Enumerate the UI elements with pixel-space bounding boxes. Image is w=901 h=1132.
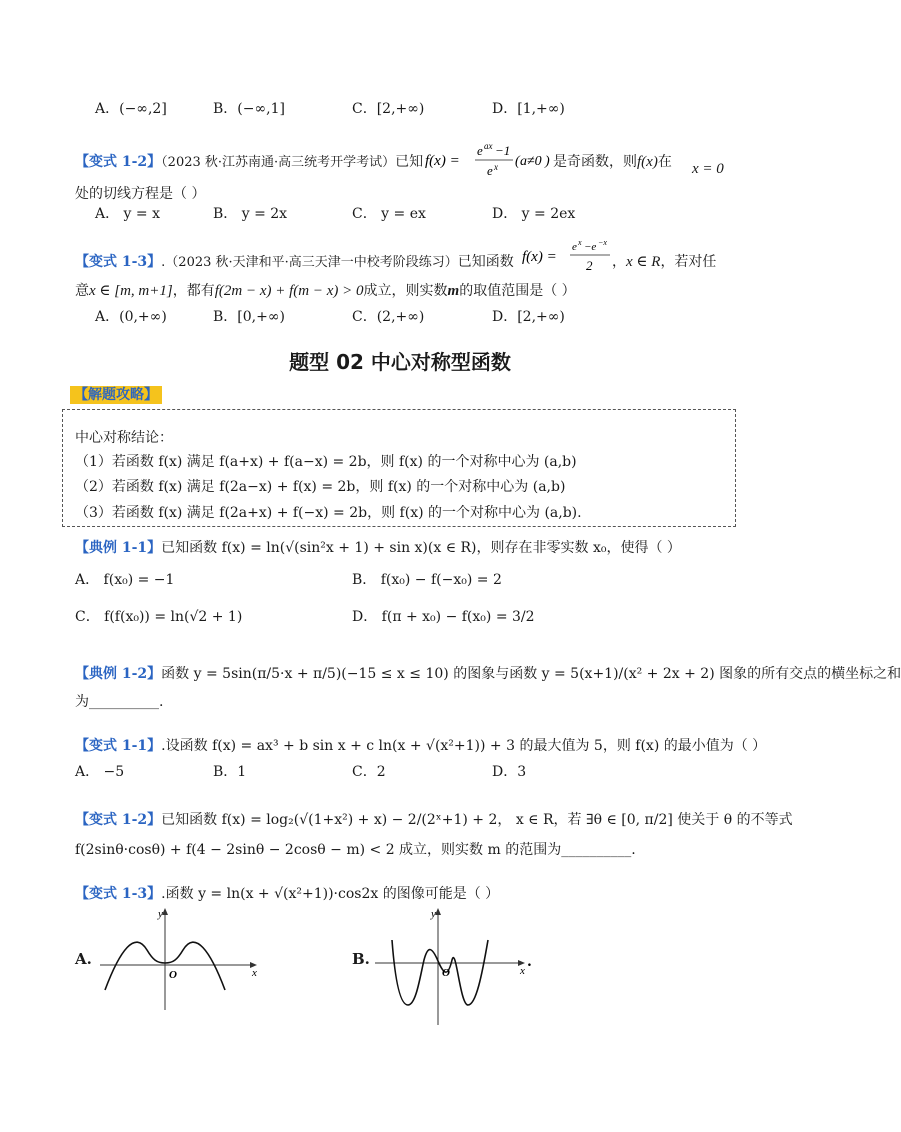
question-v11: [75, 736, 766, 756]
question-text: 已知函数: [457, 254, 514, 270]
text-span: ，都有: [172, 283, 215, 299]
svg-text:−e: −e: [584, 241, 597, 253]
option-c: C． y = ex: [352, 206, 426, 222]
option-a: A． −5: [75, 764, 125, 780]
option-b: B． y = 2x: [213, 206, 288, 222]
question-source: .（2023 秋·天津和平·高三天津一中校考阶段练习）: [161, 255, 458, 270]
svg-text:x: x: [494, 162, 498, 172]
question-text: 已知函数 f(x) = ln(√(sin²x + 1) + sin x)(x ∈ R)，则存在非零实数 x₀，使得（ ）: [161, 540, 681, 556]
math-inequality: f(2m − x) + f(m − x) > 0: [214, 283, 364, 299]
graph-b-dot: .: [528, 953, 532, 970]
option-b: B．[0,+∞): [213, 309, 285, 325]
option-c: C．(2,+∞): [352, 309, 425, 325]
question-text: [612, 252, 716, 272]
text-span: 成立，则实数: [363, 283, 448, 299]
option-c: C．[2,+∞): [352, 101, 425, 117]
formula-svg: [522, 236, 612, 278]
question-source: （2023 秋·江苏南通·高三统考开学考试）: [161, 155, 396, 170]
strategy-heading: 中心对称结论：: [75, 430, 173, 446]
svg-text:−1: −1: [495, 143, 511, 158]
question-v13: [75, 252, 514, 273]
question-text: 处的切线方程是（ ）: [75, 186, 206, 202]
option-b: B．(−∞,1]: [213, 101, 285, 117]
option-a: A． y = x: [95, 206, 160, 222]
text-span: 的取值范围是（ ）: [459, 283, 576, 299]
option-a: A．(−∞,2]: [95, 101, 167, 117]
option-d: D．3: [492, 764, 527, 780]
option-c: C． f(f(x₀)) = ln(√2 + 1): [75, 609, 243, 625]
formula-fx: [425, 140, 550, 186]
option-d: D． f(π + x₀) − f(x₀) = 3/2: [352, 609, 535, 625]
svg-text:e: e: [572, 241, 577, 253]
question-v12: [75, 152, 423, 173]
question-tag: 【典例 1-2】: [75, 666, 162, 682]
question-text: .设函数 f(x) = ax³ + b sin x + c ln(x + √(x²+1)) + 3 的最大值为 5，则 f(x) 的最小值为（ ）: [161, 738, 767, 754]
graph-b-label: B.: [352, 950, 370, 968]
question-text: [553, 152, 672, 172]
option-c: C．2: [352, 764, 386, 780]
svg-text:(: (: [515, 154, 520, 169]
graph-a-label: A.: [75, 950, 92, 968]
svg-text:x: x: [578, 238, 582, 247]
svg-text:a≠0: a≠0: [520, 154, 542, 169]
question-text: f(2sinθ·cosθ) + f(4 − 2sinθ − 2cosθ − m) < 2 成立，则实数 m 的范围为__________.: [75, 842, 636, 858]
option-a: A． f(x₀) = −1: [75, 572, 175, 588]
question-text: 已知: [395, 154, 424, 170]
question-text: [75, 281, 576, 301]
origin-label: O: [169, 969, 177, 981]
svg-text:e: e: [487, 163, 493, 178]
question-tag: 【变式 1-2】: [75, 812, 162, 828]
text-span: 是奇函数，则: [553, 154, 637, 170]
question-tag: 【变式 1-2】: [75, 154, 162, 170]
option-d: D． y = 2ex: [492, 206, 576, 222]
strategy-item: （2）若函数 f(x) 满足 f(2a−x) + f(x) = 2b，则 f(x) 的一个对称中心为 (a,b): [75, 479, 566, 495]
option-a: A．(0,+∞): [95, 309, 167, 325]
option-d: D．[1,+∞): [492, 101, 565, 117]
strategy-label-text: 【解题攻略】: [70, 386, 162, 404]
formula-fx: [522, 236, 612, 282]
curve: [392, 940, 488, 1005]
axis-y-label: y: [431, 908, 436, 920]
question-e12: [75, 664, 901, 684]
svg-text:f(x) =: f(x) =: [425, 153, 460, 169]
question-v12b: [75, 810, 793, 830]
axis-y-label: y: [158, 908, 163, 920]
option-b: B． f(x₀) − f(−x₀) = 2: [352, 572, 502, 588]
question-text: 函数 y = 5sin(π/5·x + π/5)(−15 ≤ x ≤ 10) 的图象与函数 y = 5(x+1)/(x² + 2x + 2) 图象的所有交点的横坐标之和: [161, 666, 901, 682]
origin-label: O: [442, 967, 450, 979]
svg-text:2: 2: [586, 258, 593, 273]
svg-text:f(x) =: f(x) =: [522, 249, 557, 265]
question-tag: 【变式 1-1】: [75, 738, 162, 754]
text-span: 意: [75, 283, 89, 299]
text-span: ，若对任: [660, 254, 717, 270]
question-text: 已知函数 f(x) = log₂(√(1+x²) + x) − 2/(2ˣ+1) + 2， x ∈ R，若 ∃θ ∈ [0, π/2] 使关于 θ 的不等式: [161, 812, 793, 828]
svg-text:−x: −x: [598, 238, 607, 247]
math-fx: f(x): [637, 154, 658, 170]
option-b: B．1: [213, 764, 247, 780]
question-tag: 【变式 1-3】: [75, 886, 162, 902]
question-text: .函数 y = ln(x + √(x²+1))·cos2x 的图像可能是（ ）: [161, 886, 500, 902]
text-span: 在: [657, 154, 672, 170]
svg-text:e: e: [477, 143, 483, 158]
graph-b: [370, 905, 535, 1035]
y-axis-arrow: [162, 908, 168, 915]
formula-svg: [425, 140, 550, 182]
strategy-item: （1）若函数 f(x) 满足 f(a+x) + f(a−x) = 2b，则 f(x) 的一个对称中心为 (a,b): [75, 454, 577, 470]
question-tag: 【变式 1-3】: [75, 254, 162, 270]
question-tag: 【典例 1-1】: [75, 540, 162, 556]
question-v13b: [75, 884, 499, 904]
math-interval: x ∈ [m, m+1]: [89, 283, 173, 299]
svg-text:): ): [545, 154, 550, 169]
strategy-item: （3）若函数 f(x) 满足 f(2a+x) + f(−x) = 2b，则 f(x) 的一个对称中心为 (a,b).: [75, 505, 582, 521]
option-d: D．[2,+∞): [492, 309, 565, 325]
question-e11: [75, 538, 681, 558]
math-m: m: [447, 283, 460, 299]
y-axis-arrow: [435, 908, 441, 915]
question-text: 为__________.: [75, 694, 164, 710]
strategy-label: [70, 384, 162, 404]
svg-text:ax: ax: [484, 141, 493, 151]
axis-x-label: x: [520, 965, 525, 977]
section-title: 题型 02 中心对称型函数: [289, 350, 511, 374]
axis-x-label: x: [252, 967, 257, 979]
text-span: ，: [612, 254, 626, 270]
graph-a: [95, 905, 260, 1020]
math-x0: x = 0: [692, 161, 724, 177]
math-domain: x ∈ R: [626, 254, 661, 270]
